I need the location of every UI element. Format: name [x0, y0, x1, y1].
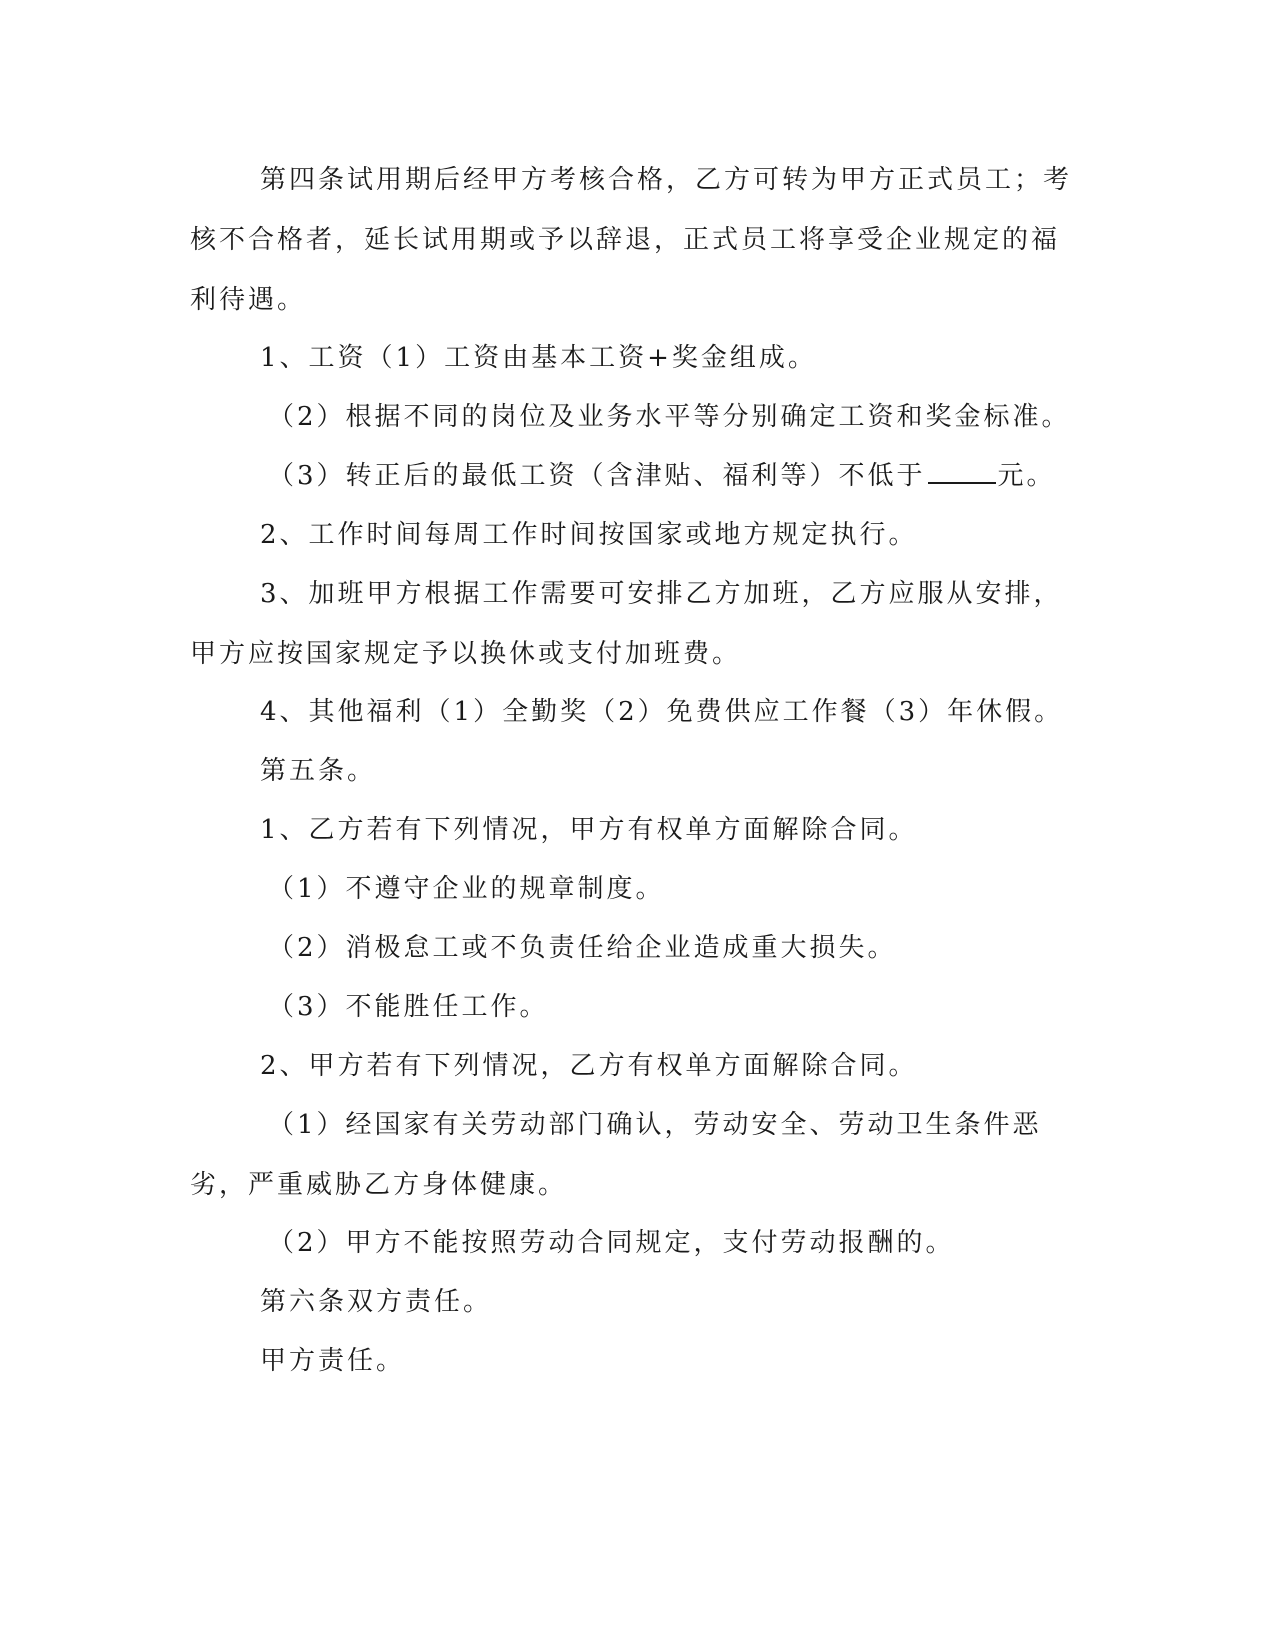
overtime-item: 3、加班甲方根据工作需要可安排乙方加班，乙方应服从安排，甲方应按国家规定予以换休或支付加班费。	[190, 579, 1063, 669]
work-hours-item: 2、工作时间每周工作时间按国家或地方规定执行。	[260, 520, 918, 550]
termination-reason-2: （2）消极怠工或不负责任给企业造成重大损失。	[268, 933, 897, 963]
min-wage-text: （3）转正后的最低工资（含津贴、福利等）不低于	[268, 461, 926, 491]
employer-termination-item: 1、乙方若有下列情况，甲方有权单方面解除合同。	[260, 815, 918, 845]
employee-termination-item: 2、甲方若有下列情况，乙方有权单方面解除合同。	[260, 1051, 918, 1081]
min-wage-unit: 元。	[997, 461, 1056, 491]
other-benefits-item: 4、其他福利（1）全勤奖（2）免费供应工作餐（3）年休假。	[260, 697, 1064, 727]
party-a-responsibility-heading: 甲方责任。	[260, 1346, 406, 1376]
amount-blank-line	[928, 460, 996, 484]
article-four-paragraph: 第四条试用期后经甲方考核合格，乙方可转为甲方正式员工；考核不合格者，延长试用期或予以辞退，正式员工将享受企业规定的福利待遇。	[190, 165, 1073, 315]
termination-reason-1: （1）不遵守企业的规章制度。	[268, 874, 665, 904]
min-wage-item	[190, 446, 1080, 506]
termination-reason-3: （3）不能胜任工作。	[268, 992, 549, 1022]
employee-termination-reason-2: （2）甲方不能按照劳动合同规定，支付劳动报酬的。	[268, 1228, 955, 1258]
article-six-heading: 第六条双方责任。	[260, 1287, 493, 1317]
article-five-heading: 第五条。	[260, 756, 377, 786]
wage-standard-item: （2）根据不同的岗位及业务水平等分别确定工资和奖金标准。	[268, 402, 1071, 432]
employee-termination-reason-1: （1）经国家有关劳动部门确认，劳动安全、劳动卫生条件恶劣，严重威胁乙方身体健康。	[190, 1110, 1042, 1200]
wage-item: 1、工资（1）工资由基本工资+奖金组成。	[260, 343, 817, 373]
